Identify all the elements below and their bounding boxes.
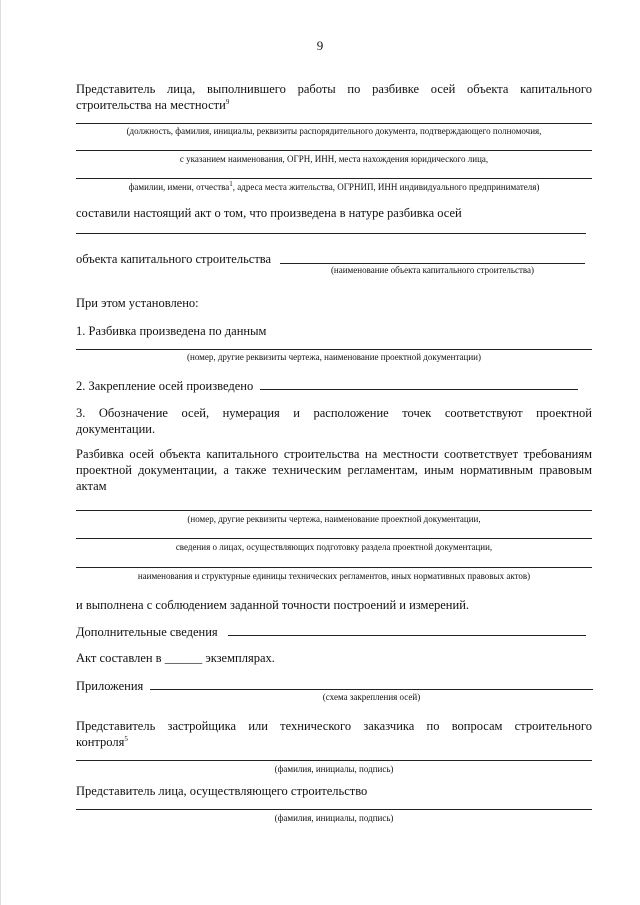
compliance-caption-2: сведения о лицах, осуществляющих подготовку раздела проектной документации, — [175, 542, 493, 552]
appendix-label: Приложения — [76, 679, 144, 693]
compliance-line2: проектной документации, а также техническим регламентам, иным нормативным правовым — [76, 463, 592, 477]
executor-info-line-2[interactable] — [76, 150, 592, 151]
page-edge — [0, 0, 1, 905]
copies-line: Акт составлен в ______ экземплярах. — [76, 651, 275, 665]
footnote-ref: 9 — [225, 97, 230, 106]
compliance-field-3[interactable] — [76, 567, 592, 568]
additional-field[interactable] — [228, 635, 586, 636]
builder-caption: (фамилия, инициалы, подпись) — [274, 813, 394, 823]
item2-text: 2. Закрепление осей произведено — [76, 379, 254, 393]
developer-rep-line1: Представитель застройщика или технического заказчика по вопросам строительного — [76, 719, 592, 733]
executor-caption-3: фамилии, имени, отчества$^1$, адреса места жительства, ОГРНИП, ИНН индивидуального предпринимателя) — [128, 180, 540, 192]
compliance-field-2[interactable] — [76, 538, 592, 539]
object-label: объекта капитального строительства — [76, 252, 272, 266]
executor-rep-line2: строительства на местности$^9$ — [76, 97, 230, 112]
object-caption: (наименование объекта капитального строительства) — [330, 265, 535, 275]
additional-label: Дополнительные сведения — [76, 625, 218, 639]
executor-info-line-3[interactable] — [76, 178, 592, 179]
established-heading: При этом установлено: — [76, 296, 199, 310]
compliance-field-1[interactable] — [76, 510, 592, 511]
item3-line2: документации. — [76, 422, 156, 436]
executor-caption-1: (должность, фамилия, инициалы, реквизиты распорядительного документа, подтверждающего полномочия, — [126, 126, 542, 136]
executor-caption-2: с указанием наименования, ОГРН, ИНН, места нахождения юридического лица, — [179, 154, 489, 164]
accuracy-statement: и выполнена с соблюдением заданной точности построений и измерений. — [76, 598, 470, 612]
appendix-caption: (схема закрепления осей) — [322, 692, 421, 702]
developer-caption: (фамилия, инициалы, подпись) — [274, 764, 394, 774]
item2-field[interactable] — [260, 389, 578, 390]
compliance-line3: актам — [76, 479, 107, 493]
developer-signature-field[interactable] — [76, 760, 592, 761]
builder-rep-label: Представитель лица, осуществляющего строительство — [76, 784, 368, 798]
footnote-ref: 5 — [124, 734, 128, 743]
builder-signature-field[interactable] — [76, 809, 592, 810]
developer-rep-line2: контроля$^5$ — [76, 734, 128, 749]
executor-rep-line1: Представитель лица, выполнившего работы по разбивке осей объекта капитального — [76, 82, 592, 96]
appendix-field[interactable] — [150, 689, 593, 690]
compliance-caption-1: (номер, другие реквизиты чертежа, наименование проектной документации, — [187, 514, 481, 524]
compliance-line1: Разбивка осей объекта капитального строительства на местности соответствует требованиям — [76, 447, 592, 461]
item1-data-field[interactable] — [76, 349, 592, 350]
page-number: 9 — [316, 38, 324, 53]
act-statement: составили настоящий акт о том, что произведена в натуре разбивка осей — [76, 206, 462, 220]
item1-text: 1. Разбивка произведена по данным — [76, 324, 267, 338]
item1-caption: (номер, другие реквизиты чертежа, наименование проектной документации) — [187, 352, 481, 362]
copies-blank[interactable]: ______ — [164, 651, 203, 665]
object-name-field[interactable] — [280, 263, 585, 264]
axes-info-line[interactable] — [76, 233, 586, 234]
item3-line1: 3. Обозначение осей, нумерация и расположение точек соответствуют проектной — [76, 406, 592, 420]
executor-info-line-1[interactable] — [76, 123, 592, 124]
compliance-caption-3: наименования и структурные единицы технических регламентов, иных нормативных правовых актов) — [137, 571, 531, 581]
